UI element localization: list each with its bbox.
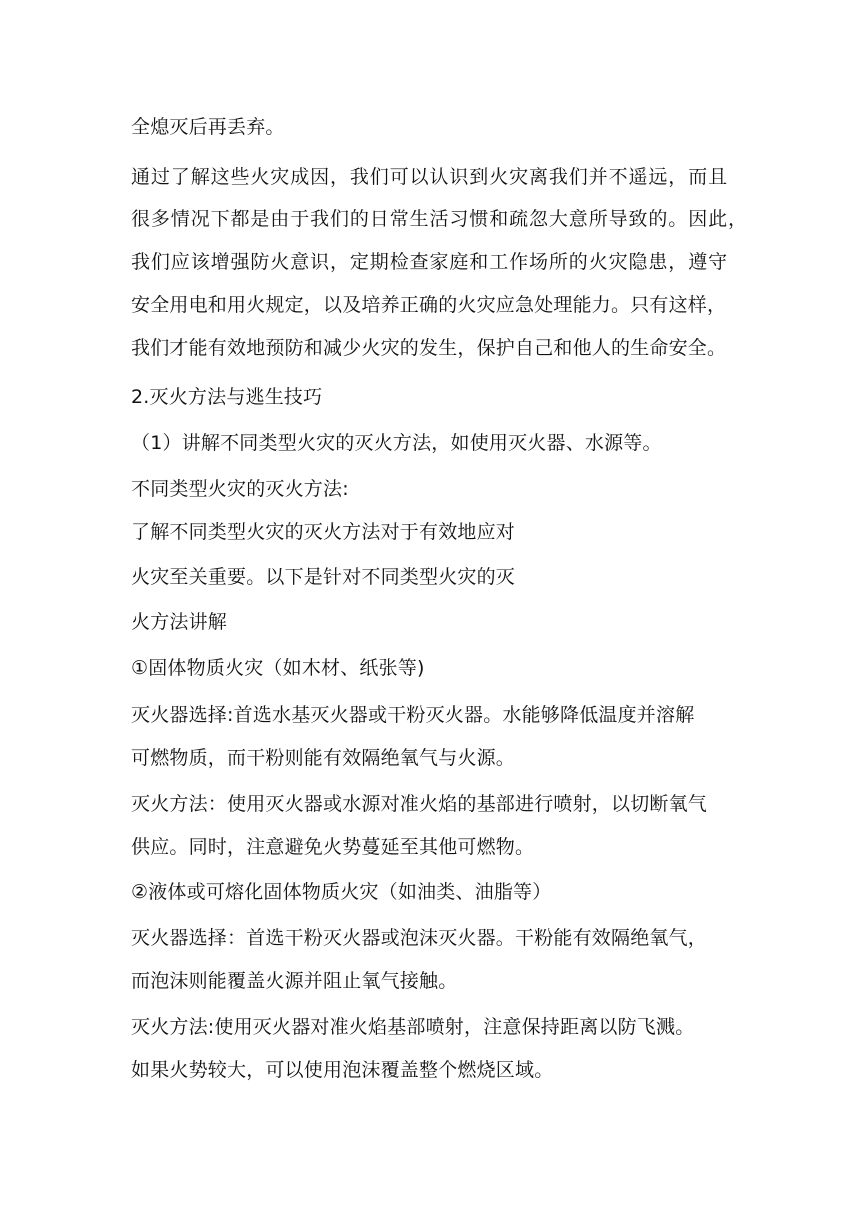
subsection-heading: （1）讲解不同类型火灾的灭火方法，如使用灭火器、水源等。 [131, 432, 662, 454]
list-heading: ①固体物质火灾（如木材、纸张等) [131, 657, 425, 679]
text-line: 全熄灭后再丢弃。 [131, 116, 285, 138]
text-line: 供应。同时，注意避免火势蔓延至其他可燃物。 [131, 836, 535, 858]
text-line: 不同类型火灾的灭火方法: [131, 478, 349, 500]
list-heading: ②液体或可熔化固体物质火灾（如油类、油脂等） [131, 881, 552, 903]
text-line: 我们应该增强防火意识，定期检查家庭和工作场所的火灾隐患，遵守 [131, 251, 729, 273]
text-line: 可燃物质，而干粉则能有效隔绝氧气与火源。 [131, 747, 516, 769]
text-line: 了解不同类型火灾的灭火方法对于有效地应对 [131, 521, 516, 543]
text-line: 而泡沫则能覆盖火源并阻止氧气接触。 [131, 970, 458, 992]
text-line: 灭火器选择：首选干粉灭火器或泡沫灭火器。干粉能有效隔绝氧气， [131, 927, 708, 949]
text-line: 如果火势较大，可以使用泡沫覆盖整个燃烧区域。 [131, 1059, 554, 1081]
text-line: 火灾至关重要。以下是针对不同类型火灾的灭 [131, 566, 516, 588]
text-line: 安全用电和用火规定，以及培养正确的火灾应急处理能力。只有这样， [131, 294, 727, 316]
text-line: 灭火器选择:首选水基灭火器或干粉灭火器。水能够降低温度并溶解 [131, 704, 695, 726]
text-line: 灭火方法:使用灭火器对准火焰基部喷射，注意保持距离以防飞溅。 [131, 1016, 695, 1038]
text-line: 我们才能有效地预防和减少火灾的发生，保护自己和他人的生命安全。 [131, 337, 727, 359]
text-line: 火方法讲解 [131, 611, 228, 633]
section-heading: 2.灭火方法与逃生技巧 [131, 386, 323, 408]
text-line: 很多情况下都是由于我们的日常生活习惯和疏忽大意所导致的。因此， [131, 208, 748, 230]
text-line: 灭火方法：使用灭火器或水源对准火焰的基部进行喷射，以切断氧气 [131, 793, 708, 815]
text-line: 通过了解这些火灾成因，我们可以认识到火灾离我们并不遥远，而且 [131, 166, 729, 188]
